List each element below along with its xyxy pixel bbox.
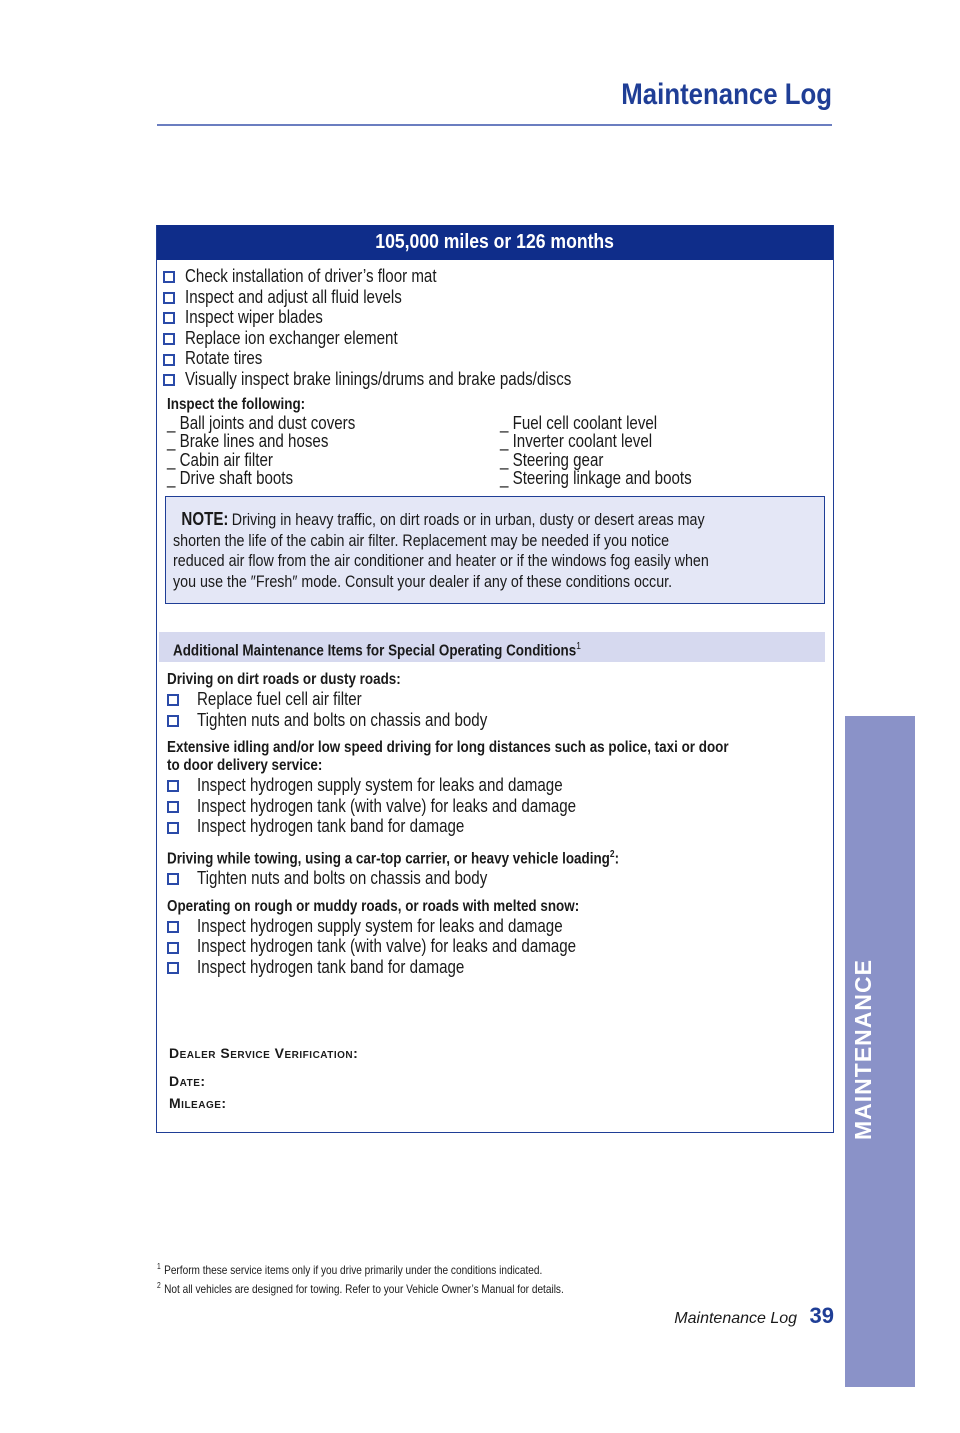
footnotes (157, 1259, 641, 1297)
maintenance-card (156, 225, 834, 1133)
checklist-item[interactable]: Inspect and adjust all fluid levels (163, 287, 833, 308)
checkbox-icon[interactable] (167, 694, 179, 706)
inspect-item: _ Drive shaft boots (167, 468, 294, 489)
checklist-item[interactable]: Visually inspect brake linings/drums and brake pads/discs (163, 369, 833, 390)
condition-title: Driving on dirt roads or dusty roads: (167, 670, 401, 688)
note-box (165, 496, 825, 604)
condition-title: Extensive idling and/or low speed driving for long distances such as police, taxi or door to door delivery service: (167, 739, 729, 775)
note-text: Driving in heavy traffic, on dirt roads or in urban, dusty or desert areas may (231, 509, 705, 529)
condition-title: Operating on rough or muddy roads, or roads with melted snow: (167, 897, 580, 915)
page-number: 39 (809, 1303, 834, 1328)
checkbox-icon[interactable] (167, 715, 179, 727)
checkbox-icon[interactable] (163, 374, 175, 386)
interval-header: 105,000 miles or 126 months (157, 225, 833, 260)
checkbox-icon[interactable] (167, 921, 179, 933)
checkbox-icon[interactable] (167, 942, 179, 954)
checklist-item[interactable]: Inspect hydrogen tank (with valve) for leaks and damage (167, 796, 833, 817)
mileage-label: Mileage: (169, 1095, 227, 1111)
checklist-item[interactable]: Tighten nuts and bolts on chassis and body (167, 868, 833, 889)
special-conditions-heading: Additional Maintenance Items for Special Operating Conditions$^1$ (159, 632, 825, 662)
inspect-item: _ Cabin air filter (167, 449, 273, 470)
footnote-ref: 2 (609, 848, 615, 860)
checkbox-icon[interactable] (167, 822, 179, 834)
checklist-item[interactable]: Inspect hydrogen tank band for damage (167, 816, 833, 837)
date-label: Date: (169, 1073, 206, 1089)
checkbox-icon[interactable] (163, 312, 175, 324)
inspect-list (157, 414, 833, 488)
checkbox-icon[interactable] (167, 780, 179, 792)
footnote-ref: 1 (576, 640, 581, 652)
checklist-item[interactable]: Inspect hydrogen tank band for damage (167, 957, 833, 978)
checklist-item[interactable]: Replace ion exchanger element (163, 328, 833, 349)
inspect-item: _ Ball joints and dust covers (167, 412, 356, 433)
footer-section-label: Maintenance Log (674, 1310, 798, 1327)
note-label: NOTE: (181, 508, 229, 529)
page-title: Maintenance Log (621, 78, 832, 111)
inspect-heading: Inspect the following: (167, 395, 306, 413)
checkbox-icon[interactable] (163, 271, 175, 283)
inspect-item: _ Brake lines and hoses (167, 431, 329, 452)
inspect-item: _ Fuel cell coolant level (500, 412, 658, 433)
checkbox-icon[interactable] (167, 873, 179, 885)
footnote: $^2$ Not all vehicles are designed for towing. Refer to your Vehicle Owner’s Manual for details. (157, 1281, 564, 1296)
condition-items (167, 916, 833, 978)
condition-items (167, 775, 833, 837)
title-divider (157, 124, 832, 126)
page-footer (674, 1303, 834, 1329)
condition-items (167, 689, 833, 730)
inspect-column-right (500, 414, 833, 488)
checklist-item[interactable]: Tighten nuts and bolts on chassis and body (167, 710, 833, 731)
service-checklist (157, 260, 833, 390)
dealer-verification (169, 1042, 358, 1114)
note-text: shorten the life of the cabin air filter. Replacement may be needed if you notice (173, 530, 670, 550)
section-tab-label (850, 1139, 877, 1140)
inspect-item: _ Steering gear (500, 449, 604, 470)
checkbox-icon[interactable] (163, 333, 175, 345)
note-text: reduced air flow from the air conditioner and heater or if the windows fog easily when (173, 551, 709, 571)
checklist-item[interactable]: Inspect hydrogen tank (with valve) for leaks and damage (167, 936, 833, 957)
inspect-column-left (167, 414, 500, 488)
checklist-item[interactable]: Inspect wiper blades (163, 307, 833, 328)
note-text: you use the ″Fresh″ mode. Consult your dealer if any of these conditions occur. (173, 571, 673, 591)
checklist-item[interactable]: Inspect hydrogen supply system for leaks and damage (167, 916, 833, 937)
checkbox-icon[interactable] (167, 962, 179, 974)
inspect-item: _ Inverter coolant level (500, 431, 653, 452)
inspect-item: _ Steering linkage and boots (500, 468, 692, 489)
checkbox-icon[interactable] (163, 354, 175, 366)
special-conditions (157, 671, 833, 978)
condition-items (167, 868, 833, 889)
dealer-verification-label: Dealer Service Verification: (169, 1045, 359, 1061)
checkbox-icon[interactable] (163, 292, 175, 304)
checklist-item[interactable]: Inspect hydrogen supply system for leaks and damage (167, 775, 833, 796)
checklist-item[interactable]: Rotate tires (163, 348, 833, 369)
checkbox-icon[interactable] (167, 801, 179, 813)
checklist-item[interactable]: Replace fuel cell air filter (167, 689, 833, 710)
condition-title: Driving while towing, using a car-top carrier, or heavy vehicle loading$^2$: (167, 848, 620, 868)
checklist-item[interactable]: Check installation of driver’s floor mat (163, 266, 833, 287)
footnote: $^1$ Perform these service items only if you drive primarily under the conditions indicated. (157, 1262, 543, 1277)
